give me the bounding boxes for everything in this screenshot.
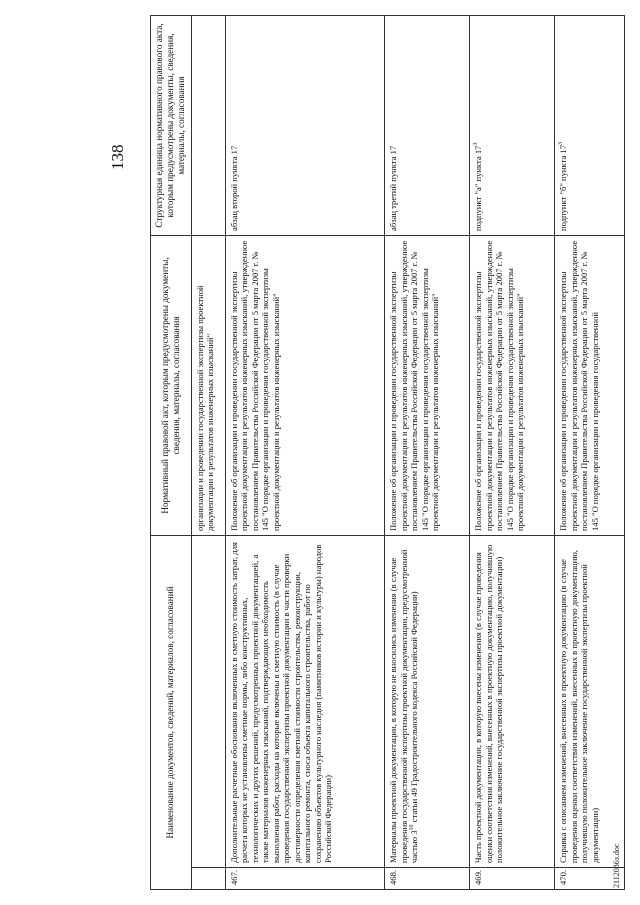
table-row — [555, 15, 625, 889]
superscript: 3 — [558, 141, 565, 145]
cell-act: Положение об организации и проведении государственной экспертизы проектной документации и результатов инженерных изысканий, утвержденное постановлением Правительства Российской Федерации от 5 марта 2007 г. № 145 "О порядке организации и проведения государственной — [555, 235, 625, 535]
cell-name: Справка с описанием изменений, внесенных в проектную документацию (в случае проведения оценки соответствия изменений, внесенных в проектную документацию, получившую положительное заключение государственной экспертизы проектной документации) — [555, 535, 625, 867]
cell-unit — [470, 15, 555, 235]
cell-empty — [191, 535, 225, 867]
cell-unit: абзац второй пункта 17 — [225, 15, 385, 235]
table-row — [225, 15, 385, 889]
cell-act: Положение об организации и проведении государственной экспертизы проектной документации и результатов инженерных изысканий, утвержденное постановлением Правительства Российской Федерации от 5 марта 2007 г. № 145 "О порядке организации и проведения государственной экспертизы проектной документации и результатов инженерных изысканий" — [470, 235, 555, 535]
document-table-container — [150, 16, 625, 890]
cell-num: 467. — [225, 868, 385, 890]
header-unit: Структурная единица нормативного правового акта, которым предусмотрены документы, сведения, материалы, согласования — [151, 15, 192, 235]
cell-num: 468. — [385, 868, 470, 890]
cell-num: 470. — [555, 868, 625, 890]
cell-unit-text: подпункт "а" пункта 17 — [473, 145, 484, 231]
documents-table — [150, 15, 625, 890]
cell-num: 469. — [470, 868, 555, 890]
cell-unit-text: подпункт "б" пункта 17 — [558, 144, 569, 231]
cell-name — [385, 535, 470, 867]
header-act: Нормативный правовой акт, которым предусмотрены документы, сведения, материалы, согласования — [151, 235, 192, 535]
cell-empty — [191, 868, 225, 890]
cell-unit: абзац третий пункта 17 — [385, 15, 470, 235]
cell-name-text: Материалы проектной документации, в которую не вносились изменения (в случае проведения государственной экспертизы проектной документации, предусмотренной частью 3 — [388, 549, 420, 863]
table-row — [470, 15, 555, 889]
cell-name-text: статьи 49 Градостроительного кодекса Российской Федерации) — [409, 591, 420, 825]
cell-empty — [191, 15, 225, 235]
cell-name: Дополнительные расчетные обоснования включенных в сметную стоимость затрат, для расчета которых не установлены сметные нормы, либо конструктивных, технологических и других решений, предусмотренных проектной документацией, а также материалов инженерных изысканий, подтверждающих необходимость выполнения работ, расходы на которые включены в сметную стоимость (в случае проведения государственной экспертизы проектной документации в части проверки достоверности определения сметной стоимости строительства, реконструкции, капитального ремонта, сноса объекта капитального строительства, работ по сохранению объектов культурного наследия (памятников истории и культуры) народов Российской Федерации) — [225, 535, 385, 867]
cell-name: Часть проектной документации, в которую внесены изменения (в случае проведения оценки соответствия изменений, внесенных в проектную документацию, получившую положительное заключение государственной экспертизы проектной документации) — [470, 535, 555, 867]
superscript: 3 — [473, 142, 480, 146]
table-row-continuation — [191, 15, 225, 889]
table-row — [385, 15, 470, 889]
header-name: Наименование документов, сведений, материалов, согласований — [151, 535, 192, 889]
page-number: 138 — [108, 144, 127, 170]
cell-unit — [555, 15, 625, 235]
cell-act: организации и проведении государственной экспертизы проектной документации и результатов инженерных изысканий" — [191, 235, 225, 535]
cell-act: Положение об организации и проведении государственной экспертизы проектной документации и результатов инженерных изысканий, утвержденное постановлением Правительства Российской Федерации от 5 марта 2007 г. № 145 "О порядке организации и проведения государственной экспертизы проектной документации и результатов инженерных изысканий" — [225, 235, 385, 535]
superscript: 10 — [409, 824, 416, 831]
footer-filename: 2112086з.doc — [612, 843, 621, 888]
cell-act: Положение об организации и проведении государственной экспертизы проектной документации и результатов инженерных изысканий, утвержденное постановлением Правительства Российской Федерации от 5 марта 2007 г. № 145 "О порядке организации и проведения государственной экспертизы проектной документации и результатов инженерных изысканий" — [385, 235, 470, 535]
table-header-row — [151, 15, 192, 889]
